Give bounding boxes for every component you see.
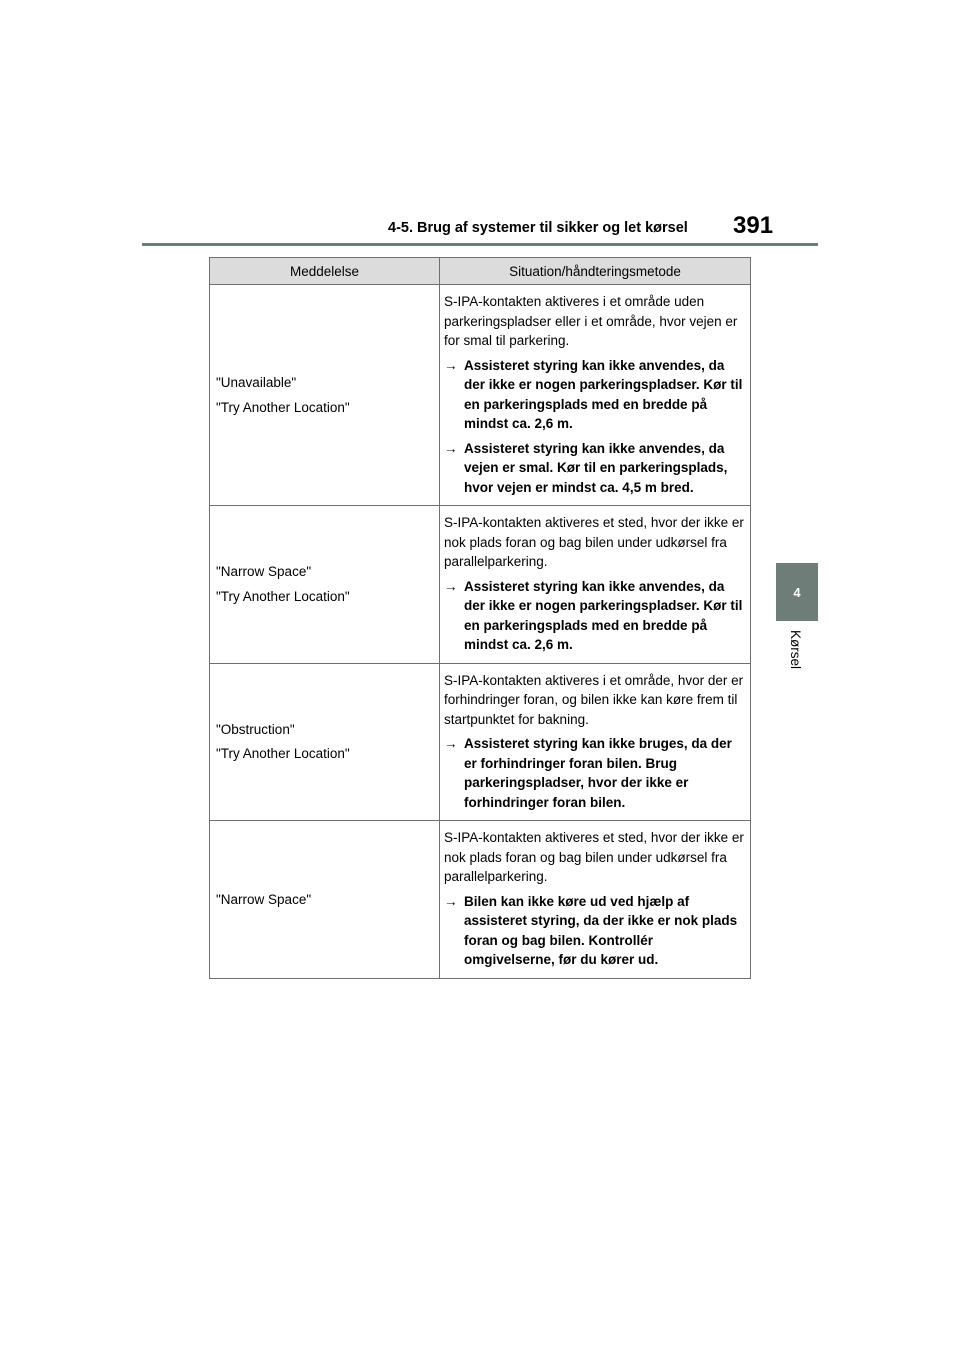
action-text: Assisteret styring kan ikke anvendes, da der ikke er nogen parkeringspladser. Kør til en parkeringsplads med en bredde på mindst ca. 2,6 m.	[464, 357, 743, 431]
situation-description: S-IPA-kontakten aktiveres et sted, hvor der ikke er nok plads foran og bag bilen under udkørsel fra parallelparkering.	[444, 830, 744, 884]
action-item	[444, 439, 745, 498]
action-text: Assisteret styring kan ikke bruges, da der er forhindringer foran bilen. Brug parkeringspladser, hvor der ikke er forhindringer foran bilen.	[464, 736, 732, 810]
page-number: 391	[733, 212, 774, 239]
table-row	[210, 663, 751, 821]
situation-description: S-IPA-kontakten aktiveres et sted, hvor der ikke er nok plads foran og bag bilen under udkørsel fra parallelparkering.	[444, 515, 744, 569]
message-cell	[210, 285, 440, 506]
situation-cell	[440, 285, 751, 506]
message-table	[209, 257, 751, 979]
situation-description: S-IPA-kontakten aktiveres i et område uden parkeringspladser eller i et område, hvor vejen er for smal til parkering.	[444, 294, 738, 348]
table-row	[210, 285, 751, 506]
message-text: "Try Another Location"	[216, 399, 350, 415]
message-cell	[210, 663, 440, 821]
message-text: "Narrow Space"	[216, 564, 312, 580]
table-row	[210, 506, 751, 664]
message-text: "Try Another Location"	[216, 588, 350, 604]
situation-cell	[440, 506, 751, 664]
chapter-label: Kørsel	[788, 630, 803, 670]
action-text: Assisteret styring kan ikke anvendes, da der ikke er nogen parkeringspladser. Kør til en parkeringsplads med en bredde på mindst ca. 2,6 m.	[464, 578, 743, 652]
column-header-situation: Situation/håndteringsmetode	[440, 258, 751, 285]
situation-description: S-IPA-kontakten aktiveres i et område, hvor der er forhindringer foran, og bilen ikke kan køre frem til startpunktet for bakning.	[444, 672, 744, 727]
chapter-tab	[776, 563, 818, 621]
situation-cell	[440, 663, 751, 821]
action-text: Assisteret styring kan ikke anvendes, da vejen er smal. Kør til en parkeringsplads, hvor vejen er mindst ca. 4,5 m bred.	[464, 440, 728, 495]
action-text: Bilen kan ikke køre ud ved hjælp af assisteret styring, da der ikke er nok plads foran og bag bilen. Kontrollér omgivelserne, før du kører ud.	[464, 893, 738, 967]
action-item	[444, 577, 745, 655]
section-title: 4-5. Brug af systemer til sikker og let kørsel	[388, 220, 688, 236]
table-header-row	[210, 258, 751, 285]
action-item	[444, 734, 745, 812]
chapter-number: 4	[793, 584, 801, 600]
situation-cell	[440, 821, 751, 979]
header-divider	[142, 243, 818, 246]
message-text: "Obstruction"	[216, 721, 295, 737]
action-item	[444, 356, 745, 434]
arrow-right-icon: →	[444, 357, 458, 373]
table-row	[210, 821, 751, 979]
arrow-right-icon: →	[444, 893, 458, 909]
arrow-right-icon: →	[444, 736, 458, 751]
message-text: "Try Another Location"	[216, 746, 350, 762]
message-text: "Unavailable"	[216, 375, 297, 390]
arrow-right-icon: →	[444, 578, 458, 594]
action-item	[444, 892, 745, 970]
arrow-right-icon: →	[444, 440, 458, 456]
message-cell	[210, 506, 440, 664]
message-text: "Narrow Space"	[216, 891, 312, 907]
message-cell	[210, 821, 440, 979]
column-header-message: Meddelelse	[210, 258, 440, 285]
